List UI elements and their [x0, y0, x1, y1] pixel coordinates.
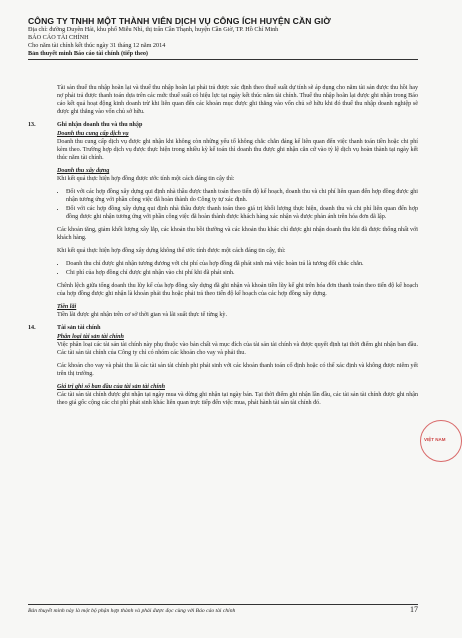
paragraph: Khi kết quả thực hiện hợp đồng được ước tính một cách đáng tin cậy thì: — [57, 176, 235, 182]
intro-paragraph: Tài sản thuế thu nhập hoãn lại và thuế thu nhập hoãn lại phải trả được xác định theo thuế suất dự tính sẽ áp dụng cho năm tài sản được thu hồi hay nợ phải trả được thanh toán dựa trên các mức thuế suất có hiệu lực tại ngày kết thúc năm tài chính. Thuế thu nhập hoãn lại được ghi nhận trong Báo cáo kết quả hoạt động kinh doanh trừ khi liên quan đến các khoản mục được ghi thẳng vào vốn chủ sở hữu khi đó thuế thu nhập doanh nghiệp sẽ được ghi thẳng vào vốn chủ sở hữu. — [57, 85, 418, 115]
paragraph: Chênh lệch giữa tổng doanh thu lũy kế của hợp đồng xây dựng đã ghi nhận và khoản tiền lũy kế ghi trên hóa đơn thanh toán theo tiến độ kế hoạch của hợp đồng được ghi nhận là khoản phải thu hoặc phải trả theo tiến độ kế hoạch của các hợp đồng xây dựng. — [57, 283, 418, 297]
company-address: Địa chỉ: đường Duyên Hải, khu phố Miễu Nhì, thị trấn Cần Thạnh, huyện Cần Giờ, TP. Hồ Chí Minh — [28, 26, 279, 33]
page-footer — [28, 604, 418, 614]
company-name: CÔNG TY TNHH MỘT THÀNH VIÊN DỊCH VỤ CÔNG ÍCH HUYỆN CẦN GIỜ — [28, 16, 331, 26]
section-title: Tài sản tài chính — [57, 325, 101, 331]
paragraph: Tiền lãi được ghi nhận trên cơ sở thời gian và lãi suất thực tế từng kỳ. — [57, 312, 227, 318]
section-number: 13. — [28, 122, 36, 128]
page-header — [28, 16, 418, 60]
paragraph: Các khoản tăng, giảm khối lượng xây lắp, các khoản thu bồi thường và các khoản thu khác chỉ được ghi nhận doanh thu khi đã được thống nhất với khách hàng. — [57, 227, 418, 241]
subheading-service-revenue: Doanh thu cung cấp dịch vụ — [57, 131, 129, 137]
list-item: • Chi phí của hợp đồng chỉ được ghi nhận vào chi phí khi đã phát sinh. — [66, 269, 418, 277]
stamp-text: VIỆT NAM — [424, 437, 446, 442]
page-number: 17 — [410, 605, 418, 614]
subheading-classification: Phân loại tài sản tài chính — [57, 334, 124, 340]
bullet-list — [57, 188, 418, 221]
section-number: 14. — [28, 325, 36, 331]
section-title: Ghi nhận doanh thu và thu nhập — [57, 122, 143, 128]
paragraph: Các tài sản tài chính được ghi nhận tại ngày mua và dừng ghi nhận tại ngày bán. Tại thời điểm ghi nhận lần đầu, các tài sản tài chính được ghi nhận theo giá gốc cộng các chi phí phát sinh khác liên quan trực tiếp đến việc mua, phát hành tài sản tài chính đó. — [57, 392, 418, 406]
report-period: Cho năm tài chính kết thúc ngày 31 tháng 12 năm 2014 — [28, 42, 166, 49]
list-item: • Đối với các hợp đồng xây dựng qui định nhà thầu được thanh toán theo giá trị khối lượng thực hiện, doanh thu và chi phí liên quan đến hợp đồng được ghi nhận tương ứng với phần công việc đã hoàn thành được khách hàng xác nhận và được phản ánh trên hóa đơn đã lập. — [66, 205, 418, 221]
section-14-heading — [28, 324, 418, 332]
subheading-interest: Tiền lãi — [57, 304, 77, 310]
document-body — [28, 84, 418, 412]
list-item: • Doanh thu chỉ được ghi nhận tương đương với chi phí của hợp đồng đã phát sinh mà việc hoàn trả là tương đối chắc chắn. — [66, 260, 418, 268]
subheading-construction-revenue: Doanh thu xây dựng — [57, 168, 110, 174]
paragraph: Doanh thu cung cấp dịch vụ được ghi nhận khi không còn những yếu tố không chắc chắn đáng kể liên quan đến việc thanh toán tiền hoặc chi phí kèm theo. Trường hợp dịch vụ được thực hiện trong nhiều kỳ kế toán thì doanh thu được ghi nhận căn cứ vào tỷ lệ dịch vụ hoàn thành tại ngày kết thúc năm tài chính. — [57, 139, 418, 161]
paragraph: Các khoản cho vay và phải thu là các tài sản tài chính phi phái sinh với các khoản thanh toán cố định hoặc có thể xác định và không được niêm yết trên thị trường. — [57, 363, 418, 377]
section-13-heading — [28, 121, 418, 129]
subheading-initial-value: Giá trị ghi sổ ban đầu của tài sản tài chính — [57, 384, 166, 390]
report-subtitle: Bản thuyết minh Báo cáo tài chính (tiếp theo) — [28, 50, 418, 60]
footer-note: Bản thuyết minh này là một bộ phận hợp thành và phải được đọc cùng với Báo cáo tài chính — [28, 608, 236, 614]
paragraph: Khi kết quả thực hiện hợp đồng xây dựng không thể ước tính được một cách đáng tin cậy, thì: — [57, 248, 286, 254]
report-title: BÁO CÁO TÀI CHÍNH — [28, 34, 89, 41]
red-stamp — [420, 420, 462, 462]
bullet-list — [57, 260, 418, 277]
list-item: • Đối với các hợp đồng xây dựng qui định nhà thầu được thanh toán theo tiến độ kế hoạch, doanh thu và chi phí liên quan đến hợp đồng được ghi nhận tương ứng với phần công việc đã hoàn thành do Công ty tự xác định. — [66, 188, 418, 204]
paragraph: Việc phân loại các tài sản tài chính này phụ thuộc vào bản chất và mục đích của tài sản tài chính và được quyết định tại thời điểm ghi nhận ban đầu. Các tài sản tài chính của Công ty chỉ có nhóm các khoản cho vay và phải thu. — [57, 342, 418, 356]
